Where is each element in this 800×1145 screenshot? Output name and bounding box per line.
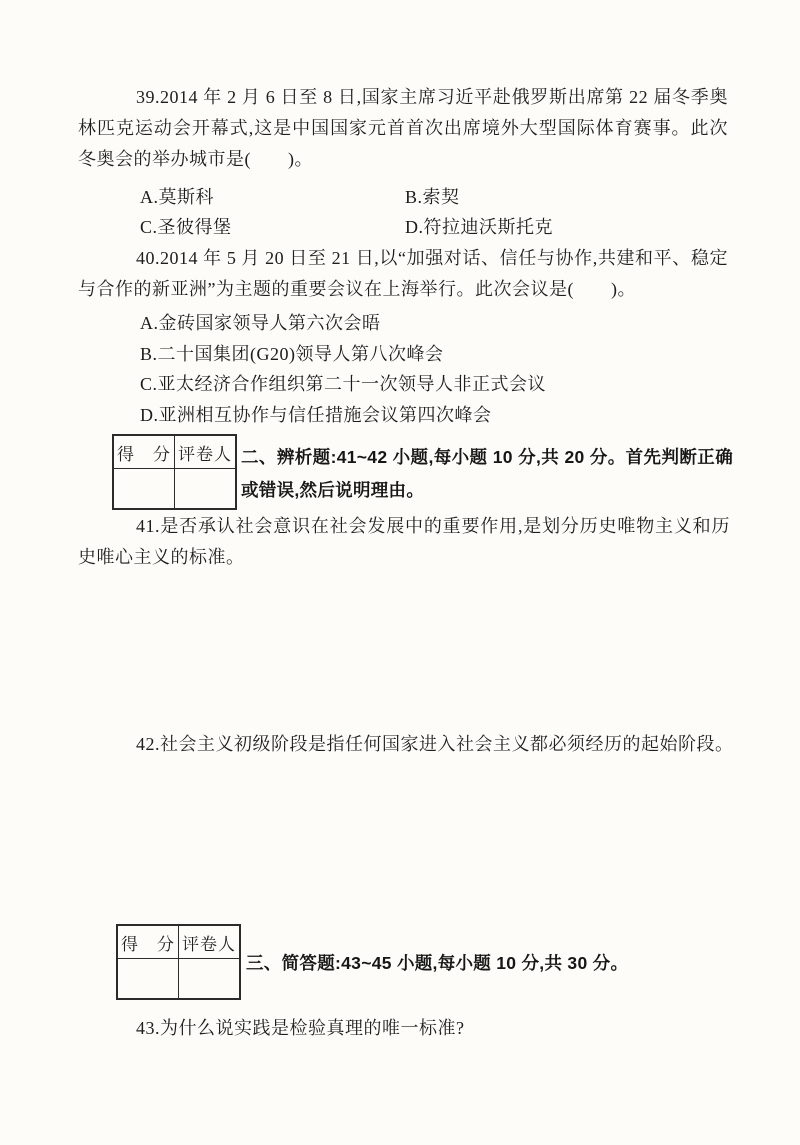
question-39-option-c: C.圣彼得堡: [140, 217, 232, 237]
score-label-cell: 得 分: [118, 926, 179, 959]
question-39-text: 39.2014 年 2 月 6 日至 8 日,国家主席习近平赴俄罗斯出席第 22 届冬季奥林匹克运动会开幕式,这是中国国家元首首次出席境外大型国际体育赛事。此次冬奥会的举办城市是( )。: [78, 87, 728, 169]
grader-label-cell: 评卷人: [175, 436, 235, 469]
question-39-option-b: B.索契: [405, 187, 460, 207]
question-40-option-b: B.二十国集团(G20)领导人第八次峰会: [140, 343, 444, 364]
section-2-header: 二、辨析题:41~42 小题,每小题 10 分,共 20 分。首先判断正确或错误,然后说明理由。: [241, 447, 733, 500]
question-39-options: [140, 182, 700, 242]
question-40-options: [140, 308, 720, 430]
question-40-option-a: A.金砖国家领导人第六次会晤: [140, 313, 381, 333]
grader-label-cell: 评卷人: [179, 926, 239, 959]
question-40-text: 40.2014 年 5 月 20 日至 21 日,以“加强对话、信任与协作,共建和平、稳定与合作的新亚洲”为主题的重要会议在上海举行。此次会议是( )。: [78, 248, 728, 299]
grader-value-cell: [175, 469, 235, 508]
question-43-text: 43.为什么说实践是检验真理的唯一标准?: [136, 1018, 465, 1038]
score-table-section-2: [112, 434, 237, 510]
question-42-text: 42.社会主义初级阶段是指任何国家进入社会主义都必须经历的起始阶段。: [136, 734, 734, 754]
question-40-option-c: C.亚太经济合作组织第二十一次领导人非正式会议: [140, 374, 547, 394]
score-table-section-3: [116, 924, 241, 1000]
grader-value-cell: [179, 959, 239, 998]
question-39-option-d: D.符拉迪沃斯托克: [405, 217, 553, 237]
question-41-text: 41.是否承认社会意识在社会发展中的重要作用,是划分历史唯物主义和历史唯心主义的标准。: [78, 516, 730, 567]
question-40-option-d: D.亚洲相互协作与信任措施会议第四次峰会: [140, 404, 492, 425]
question-39-option-a: A.莫斯科: [140, 187, 214, 207]
score-value-cell: [114, 469, 175, 508]
score-value-cell: [118, 959, 179, 998]
score-label-cell: 得 分: [114, 436, 175, 469]
section-3-header: 三、简答题:43~45 小题,每小题 10 分,共 30 分。: [246, 953, 629, 973]
